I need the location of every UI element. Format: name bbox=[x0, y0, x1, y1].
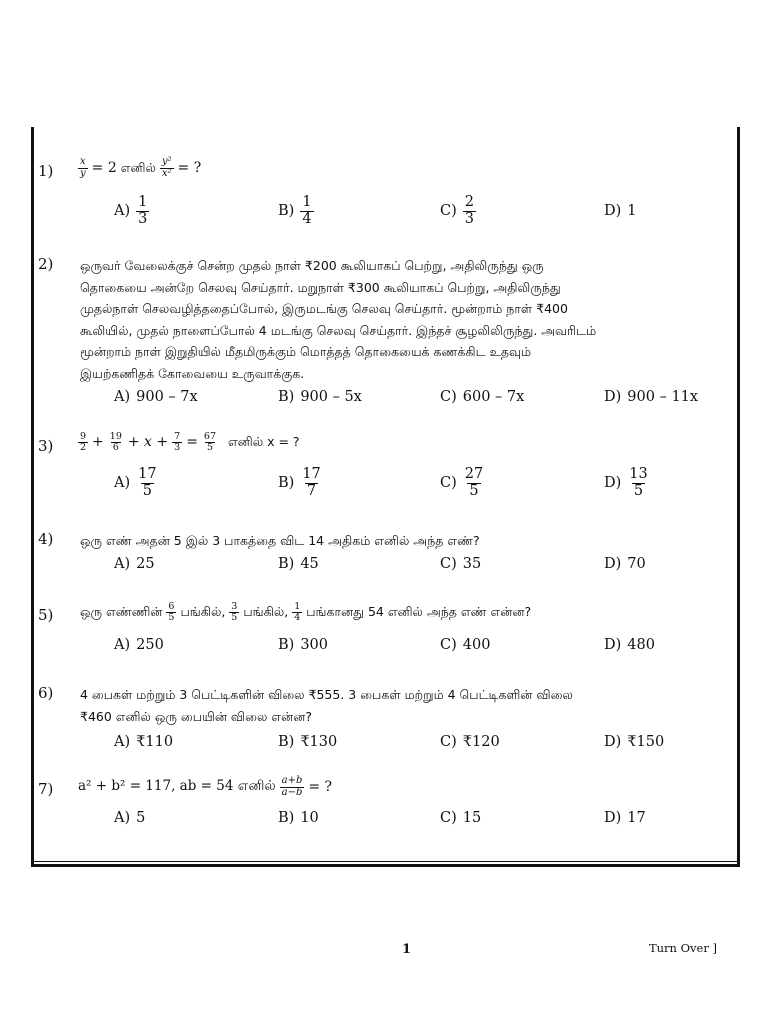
option-d[interactable]: D) $\frac{13}{5}$ bbox=[604, 466, 648, 499]
option-b[interactable]: B) 45 bbox=[278, 556, 319, 572]
option-d[interactable]: D) 17 bbox=[604, 810, 646, 826]
options-row bbox=[34, 466, 737, 500]
options-row bbox=[34, 380, 737, 414]
option-b[interactable]: B) $\frac{1}{4}$ bbox=[278, 194, 312, 227]
question-stem: ஒரு எண்ணின் $\frac{6}{5}$ பங்கில், $\frac{3}{5}$ பங்கில், $\frac{1}{4}$ பங்கானது 54 எனில் அந்த எண் என்ன? bbox=[80, 601, 532, 623]
question-stem: $\frac{x}{y}$ = 2 எனில் $\frac{\text{y²}}{\text{x²}}$ = ? bbox=[80, 156, 202, 179]
question-number: 3) bbox=[38, 437, 54, 455]
option-c[interactable]: C) $\frac{27}{5}$ bbox=[440, 466, 484, 499]
option-d[interactable]: D) 70 bbox=[604, 556, 646, 572]
question-number: 2) bbox=[38, 255, 54, 273]
options-row bbox=[34, 801, 737, 835]
question-line: முதல்நாள் செலவழித்ததைப்போல், இருமடங்கு செலவு செய்தார். மூன்றாம் நாள் ₹400 bbox=[80, 301, 568, 317]
question-number: 1) bbox=[38, 162, 54, 180]
question-7 bbox=[34, 776, 737, 836]
fraction: $\frac{x}{y}$ bbox=[80, 156, 86, 179]
option-c[interactable]: C) 600 – 7x bbox=[440, 389, 525, 405]
question-5 bbox=[34, 602, 737, 662]
option-b[interactable]: B) 300 bbox=[278, 637, 328, 653]
option-c[interactable]: C) $\frac{2}{3}$ bbox=[440, 194, 474, 227]
question-line: தொகையை அன்றே செலவு செய்தார். மறுநாள் ₹300 கூலியாகப் பெற்று, அதிலிருந்து bbox=[80, 279, 561, 295]
option-b[interactable]: B) 900 – 5x bbox=[278, 389, 362, 405]
option-b[interactable]: B) 10 bbox=[278, 810, 319, 826]
option-a[interactable]: A) $\frac{1}{3}$ bbox=[114, 194, 148, 227]
question-line: இயற்கணிதக் கோவையை உருவாக்குக. bbox=[80, 365, 305, 381]
turn-over-note: Turn Over ] bbox=[648, 941, 717, 955]
options-row bbox=[34, 547, 737, 581]
question-6 bbox=[34, 684, 737, 764]
option-b[interactable]: B) $\frac{17}{7}$ bbox=[278, 466, 321, 499]
option-a[interactable]: A) 5 bbox=[114, 810, 146, 826]
option-d[interactable]: D) 1 bbox=[604, 203, 637, 219]
option-a[interactable]: A) $\frac{17}{5}$ bbox=[114, 466, 157, 499]
question-number: 5) bbox=[38, 606, 54, 624]
question-stem: $\frac{9}{2}$ + $\frac{19}{6}$ + x + $\frac{7}{3}$ = $\frac{67}{5}$ எனில் x = ? bbox=[80, 431, 300, 453]
question-1 bbox=[34, 157, 737, 237]
option-c[interactable]: C) ₹120 bbox=[440, 734, 500, 750]
question-line: ₹460 எனில் ஒரு பையின் விலை என்ன? bbox=[80, 708, 312, 724]
page-frame bbox=[31, 127, 740, 957]
option-c[interactable]: C) 15 bbox=[440, 810, 482, 826]
option-c[interactable]: C) 400 bbox=[440, 637, 491, 653]
question-line: மூன்றாம் நாள் இறுதியில் மீதமிருக்கும் மொத்தத் தொகையைக் கணக்கிட உதவும் bbox=[80, 344, 532, 360]
question-text bbox=[80, 255, 703, 385]
page-number: 1 bbox=[402, 942, 412, 957]
option-a[interactable]: A) ₹110 bbox=[114, 734, 174, 750]
option-c[interactable]: C) 35 bbox=[440, 556, 482, 572]
question-3 bbox=[34, 432, 737, 512]
question-line: 4 பைகள் மற்றும் 3 பெட்டிகளின் விலை ₹555. 3 பைகள் மற்றும் 4 பெட்டிகளின் விலை bbox=[80, 687, 573, 702]
option-a[interactable]: A) 250 bbox=[114, 637, 164, 653]
options-row bbox=[34, 725, 737, 759]
question-line: கூலியில், முதல் நாளைப்போல் 4 மடங்கு செலவு செய்தார். இந்தச் சூழலிலிருந்து. அவரிடம் bbox=[80, 322, 597, 338]
option-b[interactable]: B) ₹130 bbox=[278, 734, 338, 750]
option-a[interactable]: A) 900 – 7x bbox=[114, 389, 198, 405]
question-text: ஒரு எண் அதன் 5 இல் 3 பாகத்தை விட 14 அதிகம் எனில் அந்த எண்? bbox=[80, 533, 480, 548]
question-line: ஒருவர் வேலைக்குச் சென்ற முதல் நாள் ₹200 கூலியாகப் பெற்று, அதிலிருந்து ஒரு bbox=[80, 258, 544, 273]
question-number: 7) bbox=[38, 780, 54, 798]
question-number: 6) bbox=[38, 684, 54, 702]
fraction: $\frac{\text{y²}}{\text{x²}}$ bbox=[161, 156, 172, 179]
question-2 bbox=[34, 255, 737, 415]
option-d[interactable]: D) 900 – 11x bbox=[604, 389, 699, 405]
question-text bbox=[80, 684, 703, 727]
question-4 bbox=[34, 530, 737, 590]
options-row bbox=[34, 628, 737, 662]
question-stem: a² + b² = 117, ab = 54 எனில் $\frac{a+b}{a-b}$ = ? bbox=[78, 775, 333, 798]
option-d[interactable]: D) 480 bbox=[604, 637, 655, 653]
option-d[interactable]: D) ₹150 bbox=[604, 734, 665, 750]
option-a[interactable]: A) 25 bbox=[114, 556, 155, 572]
options-row bbox=[34, 194, 737, 228]
question-number: 4) bbox=[38, 530, 54, 548]
